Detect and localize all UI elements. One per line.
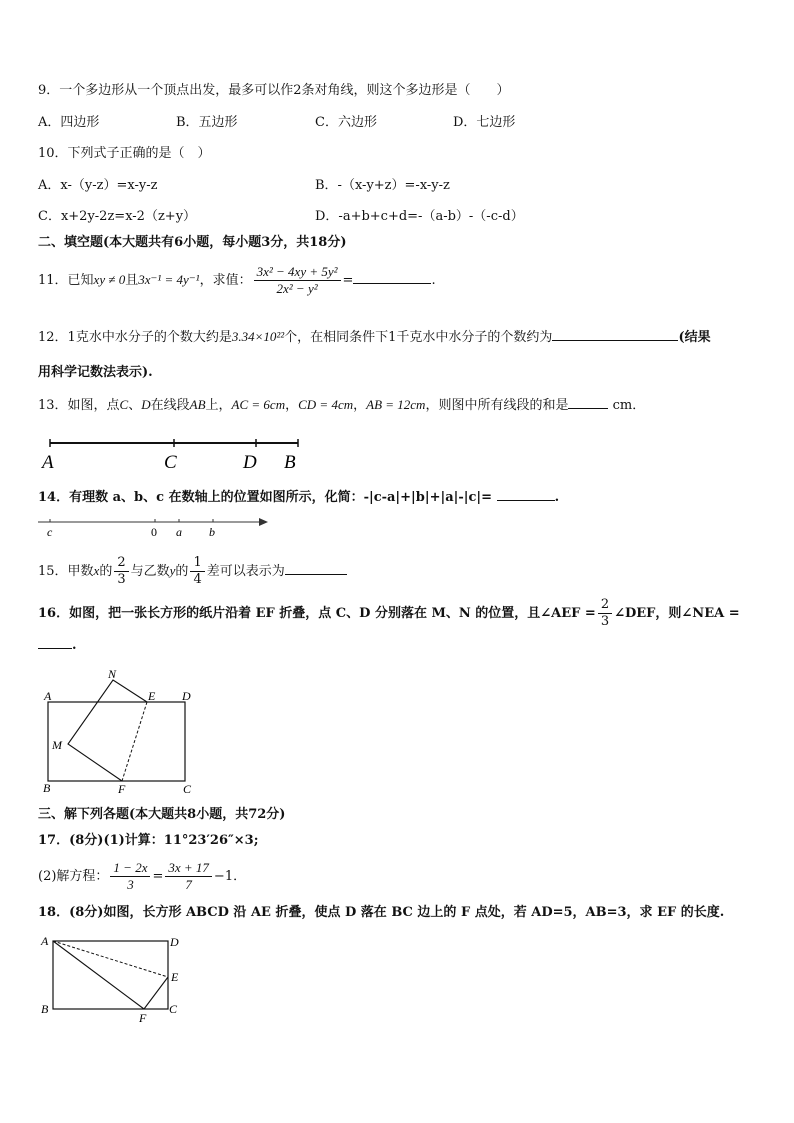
- q18-label-c: C: [169, 1002, 178, 1016]
- q14-text: 14．有理数 a、b、c 在数轴上的位置如图所示，化简：-|c-a|+|b|+|a|-|c|=: [38, 490, 493, 505]
- q13-comma-1: ，: [285, 398, 299, 413]
- q18-fold-figure: [38, 932, 188, 1024]
- q15-prefix: 15．甲数: [38, 564, 94, 579]
- q15-numerator-1: 2: [114, 555, 128, 572]
- q13-up: 上，: [205, 398, 232, 413]
- q18-line-af: [53, 941, 144, 1009]
- q11-fraction: [254, 264, 341, 297]
- q16-rectangle: [48, 702, 185, 781]
- q18-label-b: B: [41, 1002, 49, 1016]
- q11-equals: =: [342, 273, 354, 288]
- q17-prefix: (2)解方程：: [38, 869, 109, 884]
- q11-end: .: [431, 273, 436, 288]
- q12-line-1: [38, 328, 711, 347]
- q17-line-1: 17．(8分)(1)计算：11°23′26″×3;: [38, 833, 259, 848]
- q13-ac: AC = 6cm: [231, 397, 286, 412]
- q16-label-d: D: [182, 689, 191, 703]
- q13-segment-ab: AB: [189, 397, 206, 412]
- q10-option-b: B．-（x-y+z）=-x-y-z: [315, 178, 450, 193]
- q15-denominator-1: 3: [117, 572, 126, 587]
- q15-y: y: [169, 563, 176, 578]
- q13-segment-figure: [40, 432, 310, 474]
- q11-numerator: 3x² − 4xy + 5y²: [254, 264, 341, 281]
- q13-on: 在线段: [150, 398, 190, 413]
- q17-left-fraction: [110, 860, 150, 893]
- q13-dot: ．: [632, 398, 646, 413]
- q15-de-2: 的: [175, 564, 189, 579]
- q11-answer-blank[interactable]: [353, 271, 431, 284]
- q15-stem: [38, 555, 347, 588]
- q14-answer-blank[interactable]: [497, 488, 555, 501]
- q12-post: (结果: [678, 330, 711, 345]
- q14-label-0: 0: [151, 525, 157, 539]
- section-3-heading: 三、解下列各题(本大题共8小题，共72分): [38, 807, 286, 822]
- q10-option-a: A．x-（y-z）=x-y-z: [38, 178, 158, 193]
- q18-rectangle: [53, 941, 168, 1009]
- q14-label-b: b: [209, 525, 215, 539]
- q14-label-c: c: [47, 525, 53, 539]
- q17-equals: =: [152, 869, 164, 884]
- q13-comma-2: ，: [353, 398, 367, 413]
- q15-fraction-2: [190, 555, 204, 588]
- q13-label-c: C: [164, 452, 177, 473]
- q9-option-d: D．七边形: [453, 115, 516, 130]
- q13-point-c: C: [119, 397, 129, 412]
- q16-denominator: 3: [600, 614, 610, 629]
- q11-and: 且: [125, 273, 139, 288]
- q15-denominator-2: 4: [193, 572, 202, 587]
- q16-fold-figure: [38, 664, 202, 796]
- q14-label-a: a: [176, 525, 182, 539]
- q16-folded-edge: [68, 680, 147, 781]
- q16-stem: [38, 597, 740, 630]
- q13-label-a: A: [42, 452, 54, 473]
- q12-prefix: 12．1克水中水分子的个数大约是: [38, 330, 232, 345]
- q11-ask: ，求值：: [199, 273, 252, 288]
- q16-numerator: 2: [598, 597, 612, 614]
- q12-line-2: 用科学记数法表示).: [38, 365, 153, 380]
- q16-label-f: F: [118, 782, 126, 796]
- q16-label-c: C: [183, 782, 192, 796]
- q12-value: 3.34×10²²: [231, 329, 285, 344]
- q18-label-a: A: [41, 934, 49, 948]
- q12-middle: 个，在相同条件下1千克水中水分子的个数约为: [284, 330, 553, 345]
- q18-line-ef: [144, 977, 168, 1009]
- q15-x: x: [93, 563, 100, 578]
- q11-condition-2: 3x⁻¹ = 4y⁻¹: [138, 272, 200, 287]
- q16-fold-line-ef: [122, 702, 147, 781]
- q16-label-b: B: [43, 781, 51, 795]
- q17-line-2: [38, 860, 246, 893]
- q13-ask: ，则图中所有线段的和是: [425, 398, 569, 413]
- q13-ab: AB = 12cm: [366, 397, 426, 412]
- q18-label-e: E: [171, 970, 179, 984]
- q17-right-fraction: [165, 860, 212, 893]
- q13-point-d: D: [141, 397, 151, 412]
- q16-end: .: [72, 638, 77, 653]
- q16-answer-line: [38, 636, 77, 655]
- q16-post: ∠DEF，则∠NEA =: [614, 606, 740, 621]
- q18-fold-line-ae: [53, 941, 168, 977]
- q13-separator: 、: [128, 398, 142, 413]
- q15-post: 差可以表示为: [206, 564, 285, 579]
- q11: [38, 264, 436, 297]
- q9-option-b: B．五边形: [176, 115, 238, 130]
- q10-stem: 10．下列式子正确的是（ ）: [38, 146, 211, 161]
- q11-condition-1: xy ≠ 0: [93, 272, 126, 287]
- q14-stem: [38, 488, 559, 507]
- q16-answer-blank[interactable]: [38, 636, 72, 649]
- q13-label-b: B: [284, 452, 296, 473]
- q17-right-denominator: 7: [185, 877, 192, 892]
- q16-label-n: N: [108, 667, 117, 681]
- q18-stem: 18．(8分)如图，长方形 ABCD 沿 AE 折叠，使点 D 落在 BC 边上的 F 点处，若 AD=5，AB=3，求 EF 的长度.: [38, 905, 725, 920]
- q17-tail: −1．: [213, 869, 247, 884]
- q15-with: 与乙数: [130, 564, 170, 579]
- q15-de: 的: [99, 564, 113, 579]
- q14-end: .: [554, 490, 560, 505]
- q15-fraction-1: [114, 555, 128, 588]
- q14-number-line: [38, 514, 272, 542]
- q10-option-c: C．x+2y-2z=x-2（z+y）: [38, 209, 197, 224]
- q13-answer-blank[interactable]: [568, 396, 608, 409]
- q16-prefix: 16．如图，把一张长方形的纸片沿着 EF 折叠，点 C、D 分别落在 M、N 的位置，且∠AEF =: [38, 606, 596, 621]
- q16-label-m: M: [52, 738, 62, 752]
- q9-option-c: C．六边形: [315, 115, 377, 130]
- q16-fraction: [598, 597, 612, 630]
- q13-label-d: D: [243, 452, 257, 473]
- q9-stem: 9．一个多边形从一个顶点出发，最多可以作2条对角线，则这个多边形是（ ）: [38, 83, 510, 98]
- q13-prefix: 13．如图，点: [38, 398, 120, 413]
- q13-unit: cm: [612, 398, 633, 413]
- q13-cd: CD = 4cm: [298, 397, 354, 412]
- q16-label-a: A: [44, 689, 52, 703]
- q9-option-a: A．四边形: [38, 115, 100, 130]
- section-2-heading: 二、填空题(本大题共有6小题，每小题3分，共18分): [38, 235, 347, 250]
- q17-left-denominator: 3: [127, 877, 134, 892]
- q18-label-f: F: [139, 1011, 147, 1024]
- q17-left-numerator: 1 − 2x: [110, 860, 150, 877]
- q11-denominator: 2x² − y²: [276, 281, 318, 296]
- q10-option-d: D．-a+b+c+d=-（a-b）-（-c-d）: [315, 209, 524, 224]
- q16-label-e: E: [148, 689, 156, 703]
- q13-stem: [38, 396, 645, 415]
- q15-numerator-2: 1: [190, 555, 204, 572]
- q18-label-d: D: [170, 935, 179, 949]
- q17-right-numerator: 3x + 17: [165, 860, 212, 877]
- q12-answer-blank[interactable]: [552, 328, 678, 341]
- q11-prefix: 11．已知: [38, 273, 94, 288]
- q14-arrow-icon: [259, 518, 268, 526]
- q15-answer-blank[interactable]: [285, 562, 347, 575]
